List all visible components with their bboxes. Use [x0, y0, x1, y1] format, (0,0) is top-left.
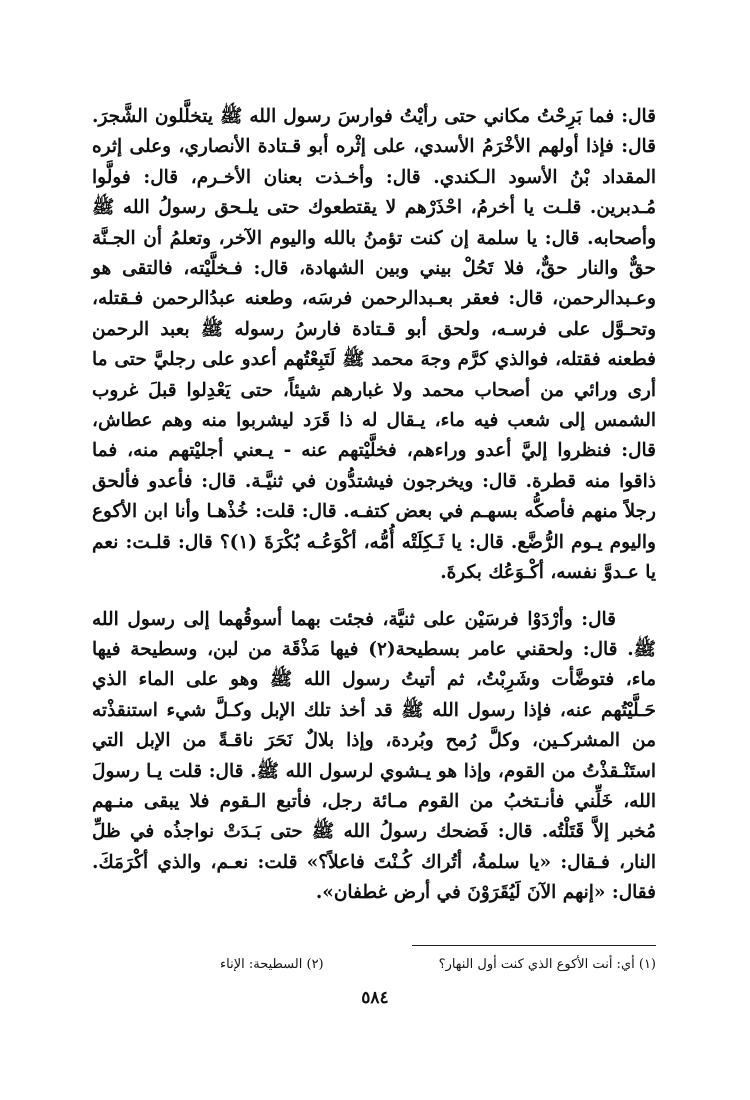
- footnote-1: (١) أي: أنت الأكوع الذي كنت أول النهار؟: [438, 957, 656, 972]
- paragraph-1: قال: فما بَرِحْتُ مكاني حتى رأيْتُ فوارسَ رسول الله ﷺ يتخلَّلون الشَّجرَ. قال: فإذا أولهم الأخْرَمُ الأسدي، على إثْره أبو قـتادة الأنصاري، وعلى إثره المقداد بْنُ الأسود الـكندي. قال: وأخـذت بعنان الأخـرم، قال: فولَّوا مُـدبرين. قلـت يا أخرمُ، احْذَرْهم لا يقتطعوك حتى يلـحق رسولُ الله ﷺ وأصحابه. قال: يا سلمة إن كنت تؤمنُ بالله واليوم الآخر، وتعلمُ أن الجـنَّة حقٌّ والنار حقٌّ، فلا تَحُلْ بيني وبين الشهادة، قال: فـخلَّيْته، فالتقى هو وعـبدالرحمن، قال: فعقر بعـبدالرحمن فرسَه، وطعنه عبدُالرحمن فـقتله، وتحـوَّل على فرسـه، ولحق أبو قـتادة فارسُ رسوله ﷺ بعبد الرحمن فطعنه فقتله، فوالذي كرَّم وجهَ محمد ﷺ لَتَبِعْتُهم أعدو على رجليَّ حتى ما أرى ورائي من أصحاب محمد ولا غبارهم شيئاً، حتى يَعْدِلوا قبلَ غروب الشمس إلى شعب فيه ماء، يـقال له ذا قَرَد ليشربوا منه وهم عطاش، قال: فنظروا إليَّ أعدو وراءهم، فخلَّيْتهم عنه - يـعني أجليْتهم منه، فما ذاقوا منه قطرة. قال: ويخرجون فيشتدُّون في ثنيَّـة. قال: فأعدو فألحق رجلاً منهم فأصكُّه بسهـم في بعض كتفـه. قال: قلت: خُذْهـا وأنا ابن الأكوع واليوم يـوم الرُّضَّع. قال: يا ثَـكِلَتْه أُمُّه، أكْوَعُـه بُكْرَةَ (١)؟ قال: قلـت: نعم يا عـدوَّ نفسه، أكْـوَعُك بكرةَ.: [92, 106, 656, 584]
- footnote-2: (٢) السطيحة: الإناء: [220, 957, 324, 972]
- main-text: [92, 102, 656, 909]
- page-number: ٥٨٤: [361, 988, 389, 1008]
- footnotes: [220, 956, 656, 974]
- footnote-divider: [412, 945, 656, 946]
- paragraph-2: قال: وأرْدَوْا فرسَيْن على ثنيَّة، فجئت بهما أسوقُهما إلى رسول الله ﷺ. قال: ولحقني عامر بسطيحة(٢) فيها مَذْقَة من لبن، وسطيحة فيها ماء، فتوضَّأت وشَرِبْتُ، ثم أتيتُ رسول الله ﷺ وهو على الماء الذي حَـلَّيْتُهم عنه، فإذا رسول الله ﷺ قد أخذ تلك الإبل وكـلَّ شيء استنقذْته من المشركـين، وكلَّ رُمح وبُردة، وإذا بلالٌ نَحَرَ ناقـةً من الإبل التي استَنْـقذْتُ من القوم، وإذا هو يـشوي لرسول الله ﷺ. قال: قلت يـا رسولَ الله، خَلِّني فأنـتخبُ من القوم مـائة رجل، فأتبع الـقوم فلا يبقى منـهم مُخبر إلاَّ قَتَلْتُه. قال: فَضحك رسولُ الله ﷺ حتى بَـدَتْ نواجذُه في ظلِّ النار، فـقال: «يا سلمةُ، أتُراك كُـنْتَ فاعلاً؟» قلت: نعـم، والذي أكْرَمَكَ. فقال: «إنهم الآنَ لَيُقَرَوْنَ في أرض غطفان».: [92, 608, 656, 904]
